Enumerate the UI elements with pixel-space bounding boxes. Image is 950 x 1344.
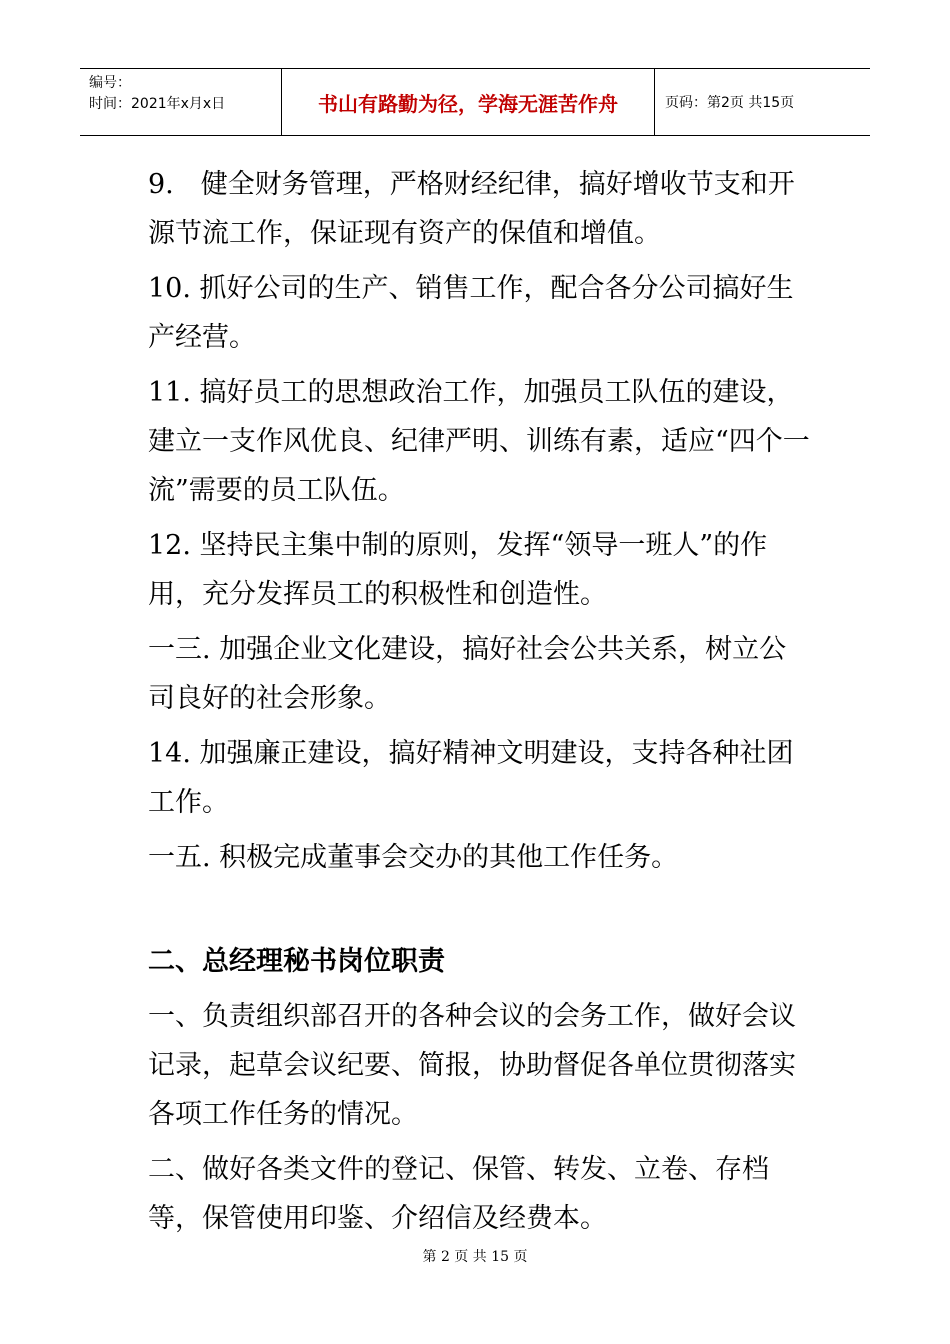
- header-page-info: 页码：第2页 共15页: [665, 95, 795, 111]
- list-item: 一三. 加强企业文化建设，搞好社会公共关系，树立公司良好的社会形象。: [148, 634, 787, 714]
- header-meta: [80, 69, 282, 135]
- section-list-item: 二、做好各类文件的登记、保管、转发、立卷、存档等，保管使用印鉴、介绍信及经费本。: [148, 1154, 769, 1234]
- list-item: 一五. 积极完成董事会交办的其他工作任务。: [148, 842, 679, 873]
- list-item: 9. 健全财务管理，严格财经纪律，搞好增收节支和开源节流工作，保证现有资产的保值和增值。: [148, 169, 795, 249]
- document-body: [148, 160, 813, 1249]
- number-label: 编号：: [89, 75, 131, 91]
- list-item: 10. 抓好公司的生产、销售工作，配合各分公司搞好生产经营。: [148, 273, 794, 353]
- list-item: 12. 坚持民主集中制的原则，发挥“领导一班人”的作用，充分发挥员工的积极性和创造性。: [148, 530, 768, 610]
- time-label: 时间：2021年x月x日: [89, 96, 226, 112]
- section-list-item: 一、负责组织部召开的各种会议的会务工作，做好会议记录，起草会议纪要、简报，协助督促各单位贯彻落实各项工作任务的情况。: [148, 1001, 796, 1130]
- header-motto: 书山有路勤为径，学海无涯苦作舟: [282, 69, 655, 135]
- list-item: 11. 搞好员工的思想政治工作，加强员工队伍的建设，建立一支作风优良、纪律严明、训练有素，适应“四个一流”需要的员工队伍。: [148, 377, 810, 506]
- list-item: 14. 加强廉正建设，搞好精神文明建设，支持各种社团工作。: [148, 738, 794, 818]
- page-header: [80, 68, 870, 136]
- page-footer: 第 2 页 共 15 页: [422, 1249, 528, 1265]
- section-title: 二、总经理秘书岗位职责: [148, 946, 445, 977]
